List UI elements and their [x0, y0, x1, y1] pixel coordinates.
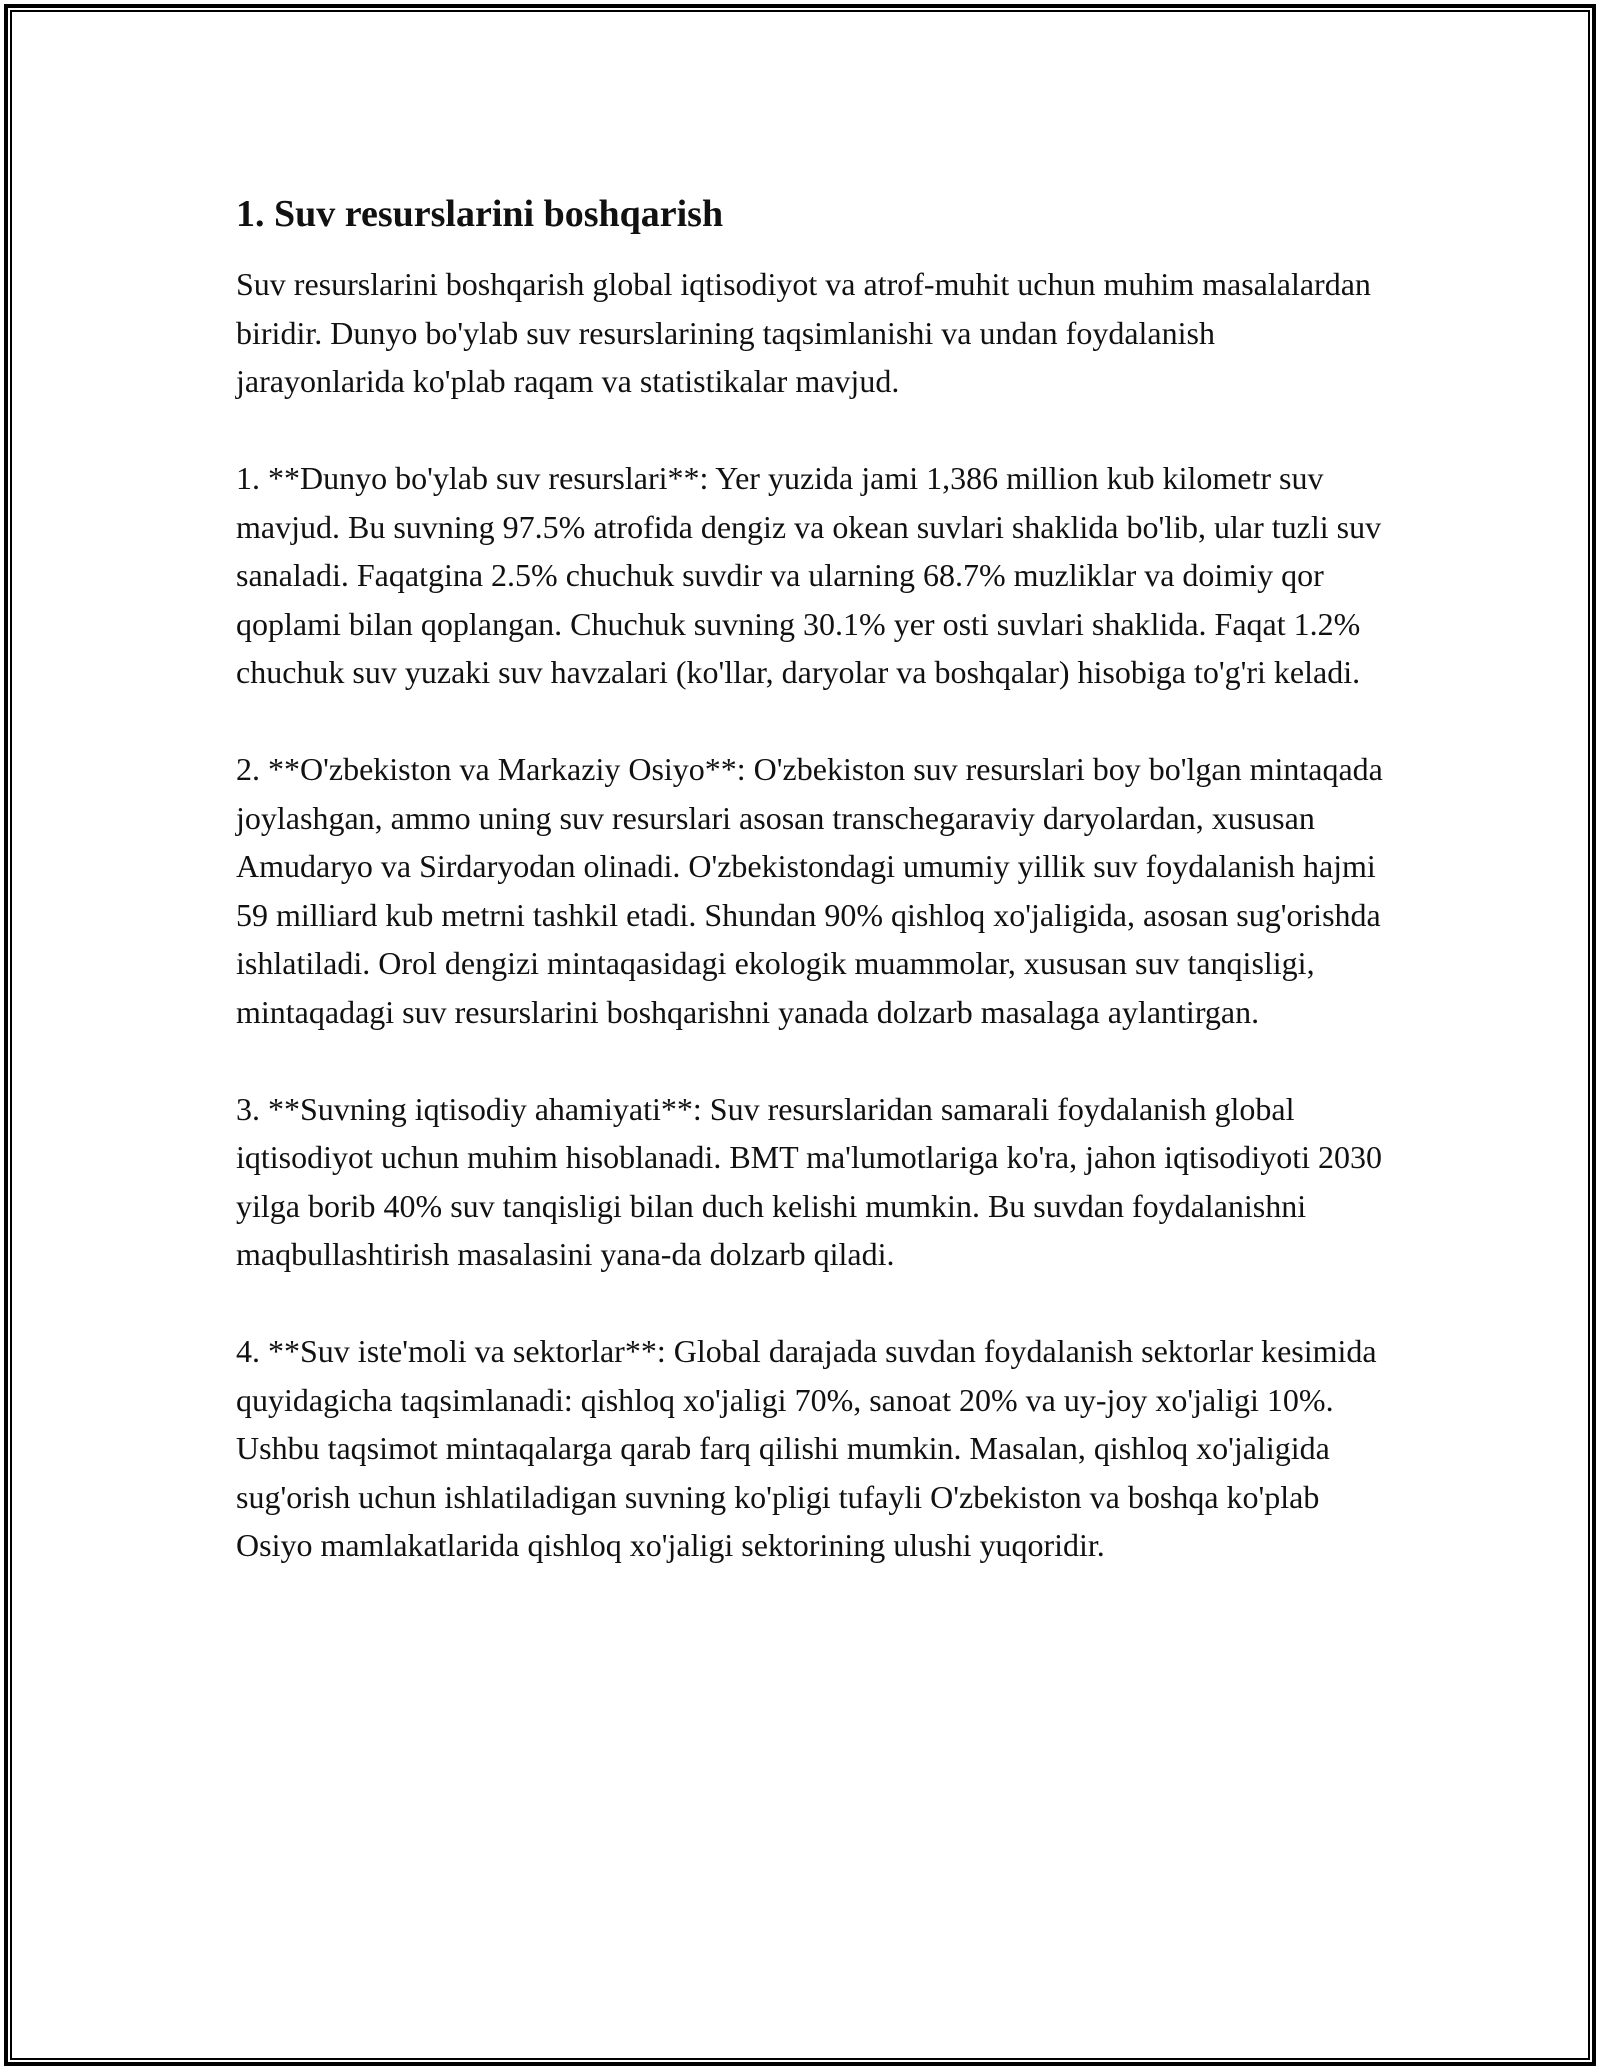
paragraph-water-consumption-sectors: 4. **Suv iste'moli va sektorlar**: Global darajada suvdan foydalanish sektorlar kesimida quyidagicha taqsimlanadi: qishloq xo'jaligi 70%, sanoat 20% va uy-joy xo'jaligi 10%. Ushbu taqsimot mintaqalarga qarab farq qilishi mumkin. Masalan, qishloq xo'jaligida sug'orish uchun ishlatiladigan suvning ko'pligi tufayli O'zbekiston va boshqa ko'plab Osiyo mamlakatlarida qishloq xo'jaligi sektorining ulushi yuqoridir. — [236, 1333, 1377, 1563]
intro-paragraph: Suv resurslarini boshqarish global iqtisodiyot va atrof-muhit uchun muhim masalalardan biridir. Dunyo bo'ylab suv resurslarining taqsimlanishi va undan foydalanish jarayonlarida ko'plab raqam va statistikalar mavjud. — [236, 266, 1371, 399]
document-body — [236, 186, 1386, 1618]
paragraph-economic-importance: 3. **Suvning iqtisodiy ahamiyati**: Suv resurslaridan samarali foydalanish global iqtisodiyot uchun muhim hisoblanadi. BMT ma'lumotlariga ko'ra, jahon iqtisodiyoti 2030 yilga borib 40% suv tanqisligi bilan duch kelishi mumkin. Bu suvdan foydalanishni maqbullashtirish masalasini yana-da dolzarb qiladi. — [236, 1090, 1382, 1272]
page-title: 1. Suv resurslarini boshqarish — [236, 193, 724, 235]
paragraph-uzbekistan-central-asia: 2. **O'zbekiston va Markaziy Osiyo**: O'zbekiston suv resurslari boy bo'lgan mintaqada joylashgan, ammo uning suv resurslari asosan transchegaraviy daryolardan, xususan Amudaryo va Sirdaryodan olinadi. O'zbekistondagi umumiy yillik suv foydalanish hajmi 59 milliard kub metrni tashkil etadi. Shundan 90% qishloq xo'jaligida, asosan sug'orishda ishlatiladi. Orol dengizi mintaqasidagi ekologik muammolar, xususan suv tanqisligi, mintaqadagi suv resurslarini boshqarishni yanada dolzarb masalaga aylantirgan. — [236, 751, 1383, 1030]
paragraph-world-water-resources: 1. **Dunyo bo'ylab suv resurslari**: Yer yuzida jami 1,386 million kub kilometr suv mavjud. Bu suvning 97.5% atrofida dengiz va okean suvlari shaklida bo'lib, ular tuzli suv sanaladi. Faqatgina 2.5% chuchuk suvdir va ularning 68.7% muzliklar va doimiy qor qoplami bilan qoplangan. Chuchuk suvning 30.1% yer osti suvlari shaklida. Faqat 1.2% chuchuk suv yuzaki suv havzalari (ko'llar, daryolar va boshqalar) hisobiga to'g'ri keladi. — [236, 460, 1382, 690]
